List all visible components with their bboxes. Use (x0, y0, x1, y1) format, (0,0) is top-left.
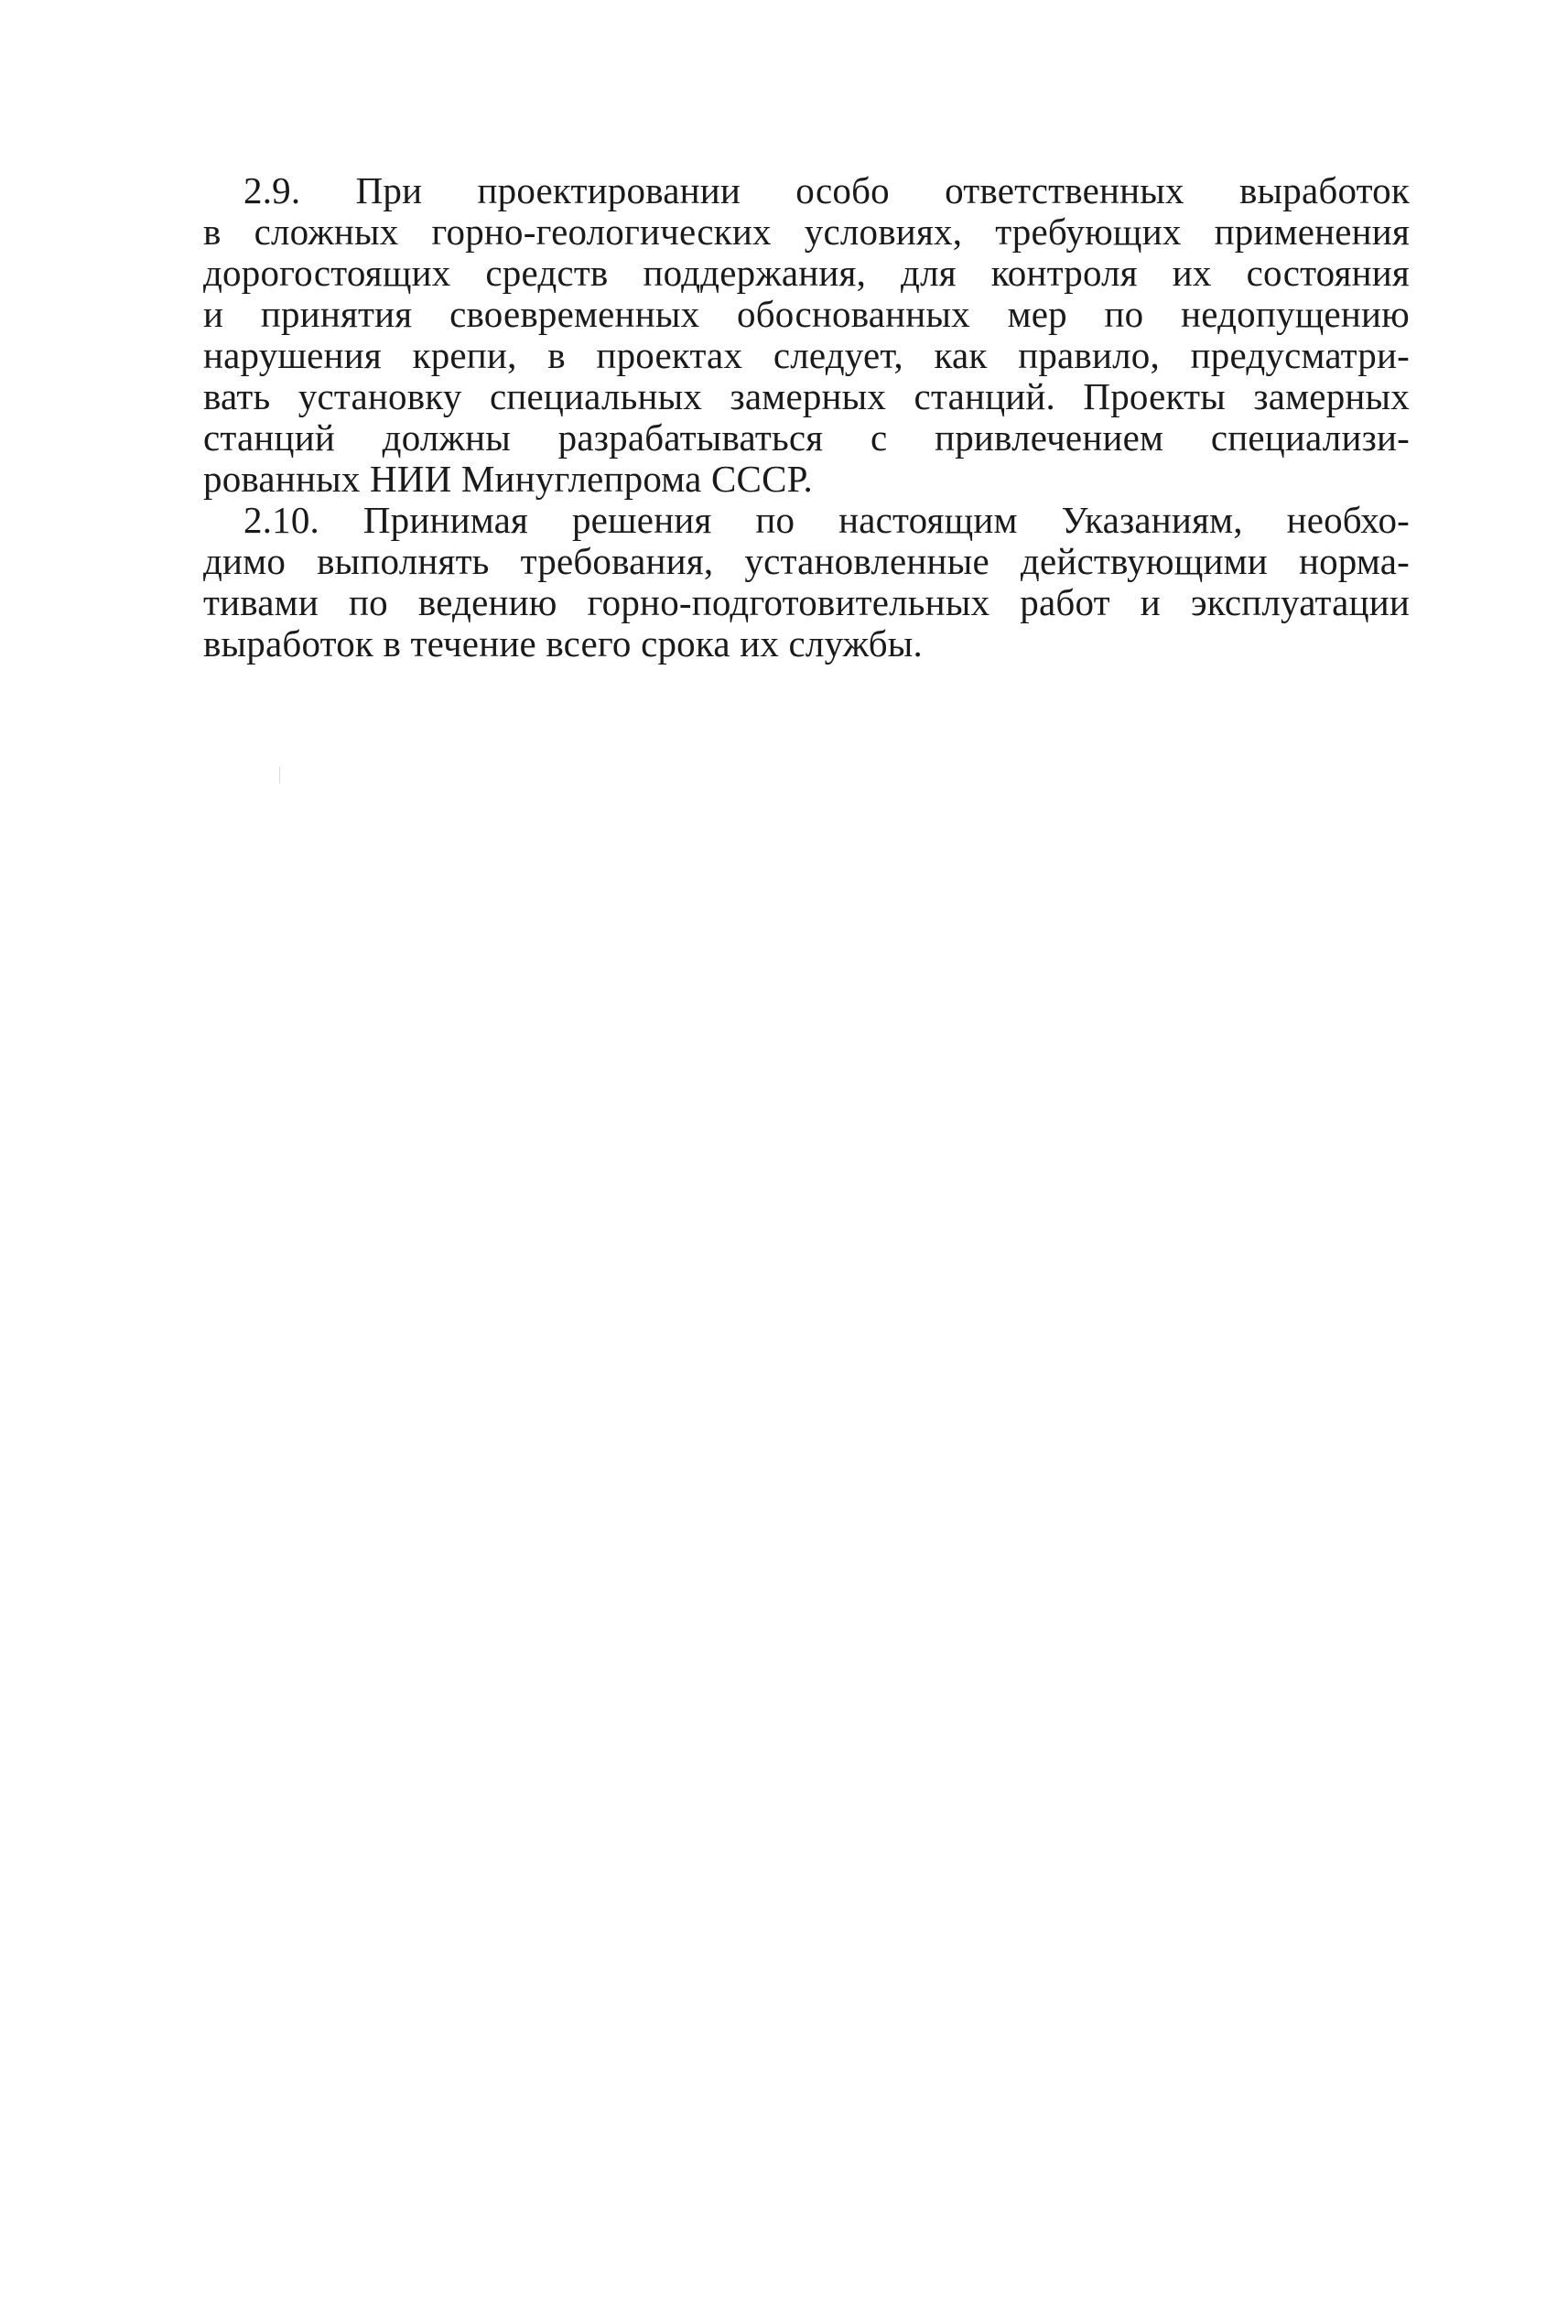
paragraph-2-10 (203, 500, 1410, 665)
text-line: нарушения крепи, в проектах следует, как правило, предусматри- (203, 334, 1410, 376)
paragraph-2-9 (203, 170, 1410, 500)
text-line: димо выполнять требования, установленные действующими норма- (203, 540, 1410, 582)
scan-artifact (279, 767, 280, 784)
text-line: вать установку специальных замерных станций. Проекты замерных (203, 375, 1410, 417)
body-text (203, 170, 1410, 665)
text-line: тивами по ведению горно-подготовительных работ и эксплуатации (203, 581, 1410, 623)
text-line: выработок в течение всего срока их службы. (203, 622, 923, 665)
text-line: 2.10. Принимая решения по настоящим Указаниям, необхо- (243, 499, 1410, 541)
text-line: дорогостоящих средств поддержания, для контроля их состояния (203, 252, 1410, 294)
text-line: и принятия своевременных обоснованных мер по недопущению (203, 293, 1410, 335)
text-line: в сложных горно-геологических условиях, требующих применения (203, 211, 1410, 253)
text-line: рованных НИИ Минуглепрома СССР. (203, 458, 813, 500)
text-line: 2.9. При проектировании особо ответственных выработок (243, 169, 1410, 211)
text-line: станций должны разрабатываться с привлечением специализи- (203, 416, 1410, 459)
